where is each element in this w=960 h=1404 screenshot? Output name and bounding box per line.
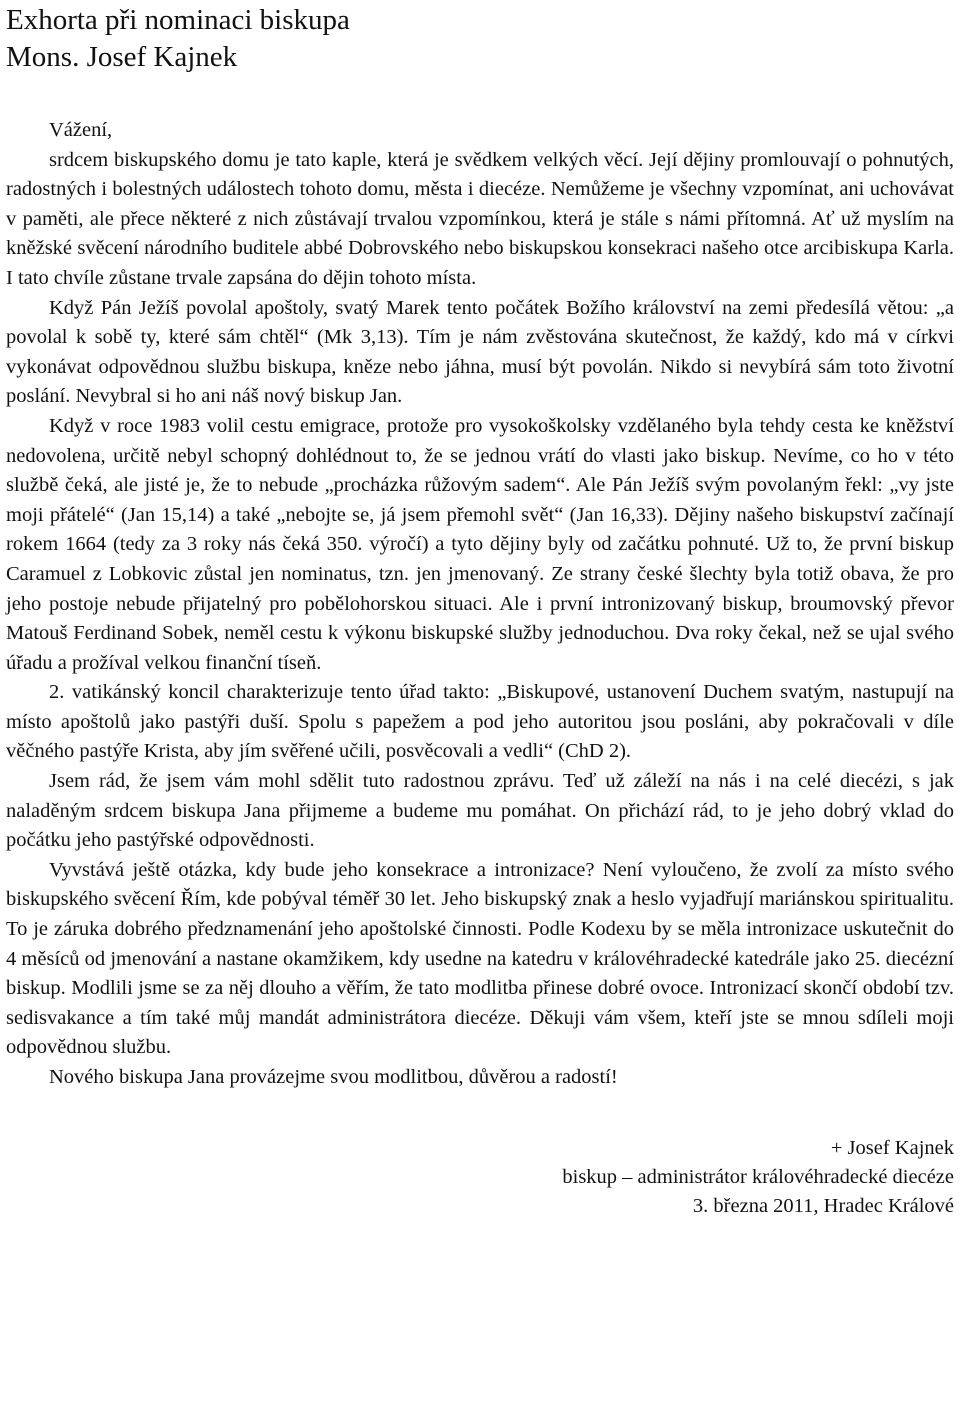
salutation: Vážení, — [49, 119, 113, 141]
paragraph-2: Když Pán Ježíš povolal apoštoly, svatý Marek tento počátek Božího království na zemi předesílá větou: „a povolal k sobě ty, které sám chtěl“ (Mk 3,13). Tím je nám zvěstována skutečnost, že každý, kdo má v církvi vykonávat odpovědnou službu biskupa, kněze nebo jáhna, musí být povolán. Nikdo si nevybírá sám toto životní poslání. Nevybral si ho ani náš nový biskup Jan. — [6, 296, 954, 408]
paragraph-1: srdcem biskupského domu je tato kaple, která je svědkem velkých věcí. Její dějiny promlouvají o pohnutých, radostných i bolestných událostech tohoto domu, města i diecéze. Nemůžeme je všechny vzpomínat, ani uchovávat v paměti, ale přece některé z nich zůstávají trvalou vzpomínkou, která je stále s námi přítomná. Ať už myslím na kněžské svěcení národního buditele abbé Dobrovského nebo biskupskou konsekraci našeho otce arcibiskupa Karla. I tato chvíle zůstane trvale zapsána do dějin tohoto místa. — [6, 148, 954, 289]
paragraph-3: Když v roce 1983 volil cestu emigrace, protože pro vysokoškolsky vzdělaného byla tehdy cesta ke kněžství nedovolena, určitě nebyl schopný dohlédnout to, že se jednou vrátí do vlasti jako biskup. Nevíme, co ho v této službě čeká, ale jisté je, že to nebude „procházka růžovým sadem“. Ale Pán Ježíš svým povolaným řekl: „vy jste moji přátelé“ (Jan 15,14) a také „nebojte se, já jsem přemohl svět“ (Jan 16,33). Dějiny našeho biskupství začínají rokem 1664 (tedy za 3 roky nás čeká 350. výročí) a tyto dějiny byly od začátku pohnuté. Už to, že první biskup Caramuel z Lobkovic zůstal jen nominatus, tzn. jen jmenovaný. Ze strany české šlechty byla totiž obava, že pro jeho postoje nebude přijatelný pro pobělohorskou situaci. Ale i první intronizovaný biskup, broumovský převor Matouš Ferdinand Sobek, neměl cestu k výkonu biskupské služby jednoduchou. Dva roky čekal, než se ujal svého úřadu a prožíval velkou finanční tíseň. — [6, 414, 954, 674]
paragraph-4: 2. vatikánský koncil charakterizuje tento úřad takto: „Biskupové, ustanovení Duchem svatým, nastupují na místo apoštolů jako pastýři duší. Spolu s papežem a pod jeho autoritou jsou posláni, aby pokračovali v díle věčného pastýře Krista, aby jím svěřené učili, posvěcovali a vedli“ (ChD 2). — [6, 681, 954, 763]
document-page — [6, 0, 954, 1222]
signature-block — [6, 1134, 954, 1222]
document-title: Exhorta při nominaci biskupa — [6, 4, 350, 36]
paragraph-7: Nového biskupa Jana provázejme svou modlitbou, důvěrou a radostí! — [49, 1066, 618, 1088]
signature-name: + Josef Kajnek — [830, 1136, 954, 1159]
paragraph-5: Jsem rád, že jsem vám mohl sdělit tuto radostnou zprávu. Teď už záleží na nás i na celé diecézi, s jak naladěným srdcem biskupa Jana přijmeme a budeme mu pomáhat. On přichází rád, to je jeho dobrý vklad do počátku jeho pastýřské odpovědnosti. — [6, 770, 954, 852]
paragraph-6: Vyvstává ještě otázka, kdy bude jeho konsekrace a intronizace? Není vyloučeno, že zvolí za místo svého biskupského svěcení Řím, kde pobýval téměř 30 let. Jeho biskupský znak a heslo vyjadřují mariánskou spiritualitu. To je záruka dobrého předznamenání jeho apoštolské činnosti. Podle Kodexu by se měla intronizace uskutečnit do 4 měsíců od jmenování a nastane okamžikem, kdy usedne na katedru v královéhradecké katedrále jako 25. diecézní biskup. Modlili jsme se za něj dlouho a věřím, že tato modlitba přinese dobré ovoce. Intronizací skončí období tzv. sedisvakance a tím také můj mandát administrátora diecéze. Děkuji vám všem, kteří jste se mnou sdíleli moji odpovědnou službu. — [6, 858, 954, 1059]
signature-date-place: 3. března 2011, Hradec Králové — [692, 1195, 954, 1218]
signature-role: biskup – administrátor královéhradecké diecéze — [562, 1166, 954, 1188]
document-subtitle: Mons. Josef Kajnek — [6, 41, 238, 73]
letter-body — [6, 146, 954, 1093]
